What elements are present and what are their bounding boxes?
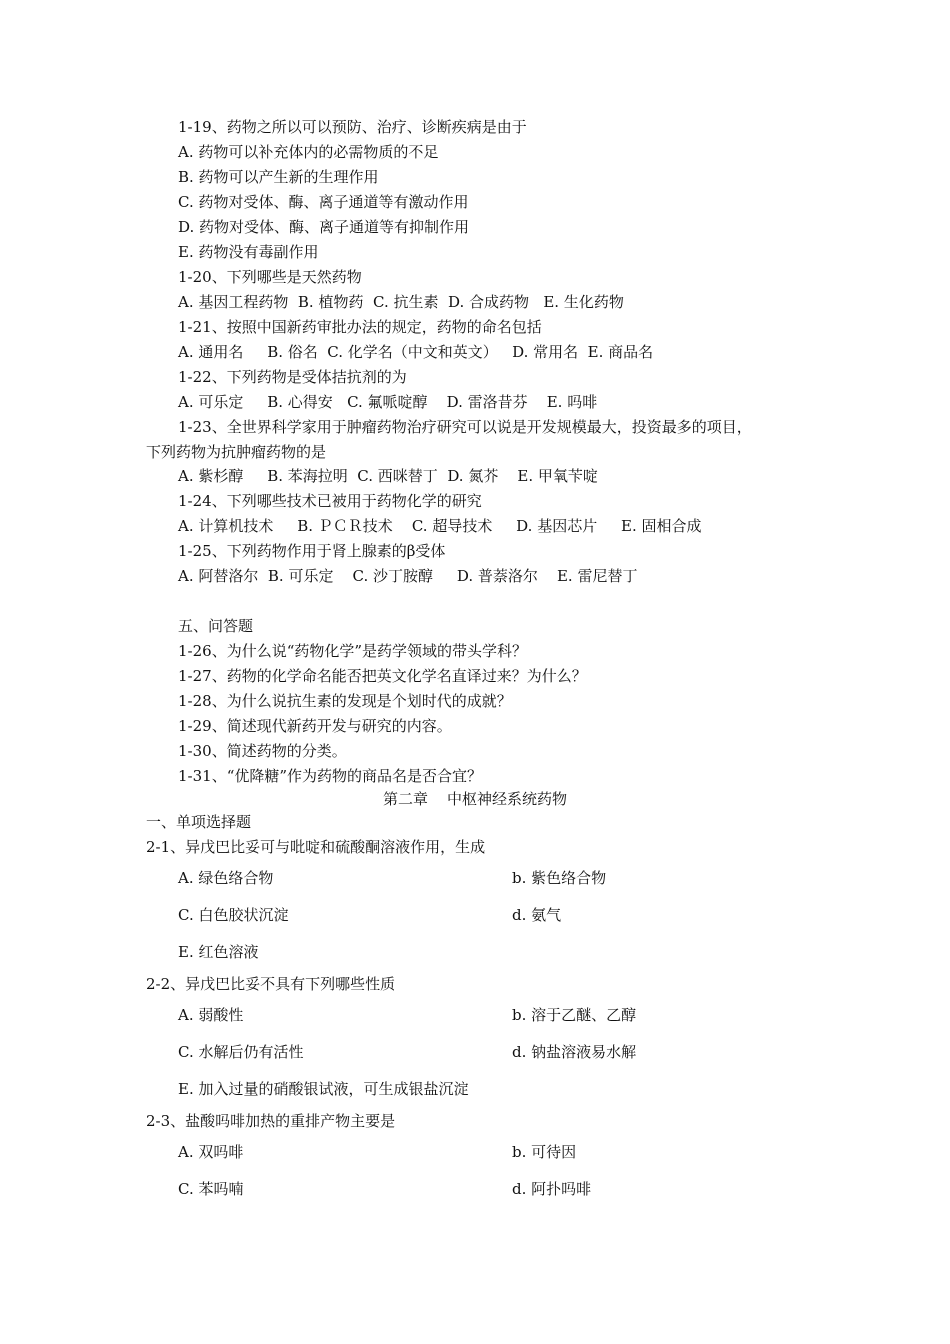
option-2-2-c: C. 水解后仍有活性 xyxy=(178,1043,304,1061)
option-2-1-a: A. 绿色络合物 xyxy=(178,869,274,887)
section-heading-single-choice: 一、单项选择题 xyxy=(146,813,252,831)
question-1-20: 1-20、下列哪些是天然药物 xyxy=(178,268,362,286)
option-1-19-d: D. 药物对受体、酶、离子通道等有抑制作用 xyxy=(178,218,470,236)
option-1-19-c: C. 药物对受体、酶、离子通道等有激动作用 xyxy=(178,193,469,211)
question-1-28: 1-28、为什么说抗生素的发现是个划时代的成就？ xyxy=(178,692,512,710)
question-1-27: 1-27、药物的化学命名能否把英文化学名直译过来？为什么？ xyxy=(178,667,587,685)
option-2-3-a: A. 双吗啡 xyxy=(178,1143,244,1161)
option-2-3-c: C. 苯吗喃 xyxy=(178,1180,244,1198)
question-2-3: 2-3、盐酸吗啡加热的重排产物主要是 xyxy=(146,1112,396,1130)
options-1-20: A. 基因工程药物 B. 植物药 C. 抗生素 D. 合成药物 E. 生化药物 xyxy=(178,293,624,311)
question-1-30: 1-30、简述药物的分类。 xyxy=(178,742,347,760)
options-1-22: A. 可乐定 B. 心得安 C. 氟哌啶醇 D. 雷洛昔芬 E. 吗啡 xyxy=(178,393,598,411)
option-2-2-a: A. 弱酸性 xyxy=(178,1006,244,1024)
option-2-1-c: C. 白色胶状沉淀 xyxy=(178,906,289,924)
option-2-1-d: d. 氨气 xyxy=(512,906,562,924)
question-1-19: 1-19、药物之所以可以预防、治疗、诊断疾病是由于 xyxy=(178,118,527,136)
option-2-2-b: b. 溶于乙醚、乙醇 xyxy=(512,1006,637,1024)
section-heading-essay: 五、问答题 xyxy=(178,617,254,635)
option-1-19-e: E. 药物没有毒副作用 xyxy=(178,243,319,261)
question-1-25: 1-25、下列药物作用于肾上腺素的β受体 xyxy=(178,542,446,560)
options-1-25: A. 阿替洛尔 B. 可乐定 C. 沙丁胺醇 D. 普萘洛尔 E. 雷尼替丁 xyxy=(178,567,638,585)
question-1-24: 1-24、下列哪些技术已被用于药物化学的研究 xyxy=(178,492,482,510)
options-1-24: A. 计算机技术 B. ＰＣＲ技术 C. 超导技术 D. 基因芯片 E. 固相合成 xyxy=(178,517,702,535)
question-2-1: 2-1、异戊巴比妥可与吡啶和硫酸酮溶液作用，生成 xyxy=(146,838,486,856)
option-2-1-b: b. 紫色络合物 xyxy=(512,869,607,887)
option-2-2-e: E. 加入过量的硝酸银试液，可生成银盐沉淀 xyxy=(178,1080,469,1098)
option-1-19-b: B. 药物可以产生新的生理作用 xyxy=(178,168,379,186)
question-1-22: 1-22、下列药物是受体拮抗剂的为 xyxy=(178,368,407,386)
question-1-26: 1-26、为什么说“药物化学”是药学领域的带头学科？ xyxy=(178,642,528,660)
options-1-21: A. 通用名 B. 俗名 C. 化学名（中文和英文） D. 常用名 E. 商品名 xyxy=(178,343,654,361)
question-2-2: 2-2、异戊巴比妥不具有下列哪些性质 xyxy=(146,975,396,993)
chapter-title: 第二章 中枢神经系统药物 xyxy=(382,790,568,808)
question-1-23-line2: 下列药物为抗肿瘤药物的是 xyxy=(146,443,327,461)
option-2-3-d: d. 阿扑吗啡 xyxy=(512,1180,592,1198)
question-1-21: 1-21、按照中国新药审批办法的规定，药物的命名包括 xyxy=(178,318,542,336)
option-1-19-a: A. 药物可以补充体内的必需物质的不足 xyxy=(178,143,439,161)
option-2-3-b: b. 可待因 xyxy=(512,1143,577,1161)
option-2-1-e: E. 红色溶液 xyxy=(178,943,259,961)
options-1-23: A. 紫杉醇 B. 苯海拉明 C. 西咪替丁 D. 氮芥 E. 甲氧苄啶 xyxy=(178,467,598,485)
question-1-29: 1-29、简述现代新药开发与研究的内容。 xyxy=(178,717,452,735)
question-1-23-line1: 1-23、全世界科学家用于肿瘤药物治疗研究可以说是开发规模最大，投资最多的项目， xyxy=(178,418,752,436)
option-2-2-d: d. 钠盐溶液易水解 xyxy=(512,1043,637,1061)
question-1-31: 1-31、“优降糖”作为药物的商品名是否合宜？ xyxy=(178,767,483,785)
